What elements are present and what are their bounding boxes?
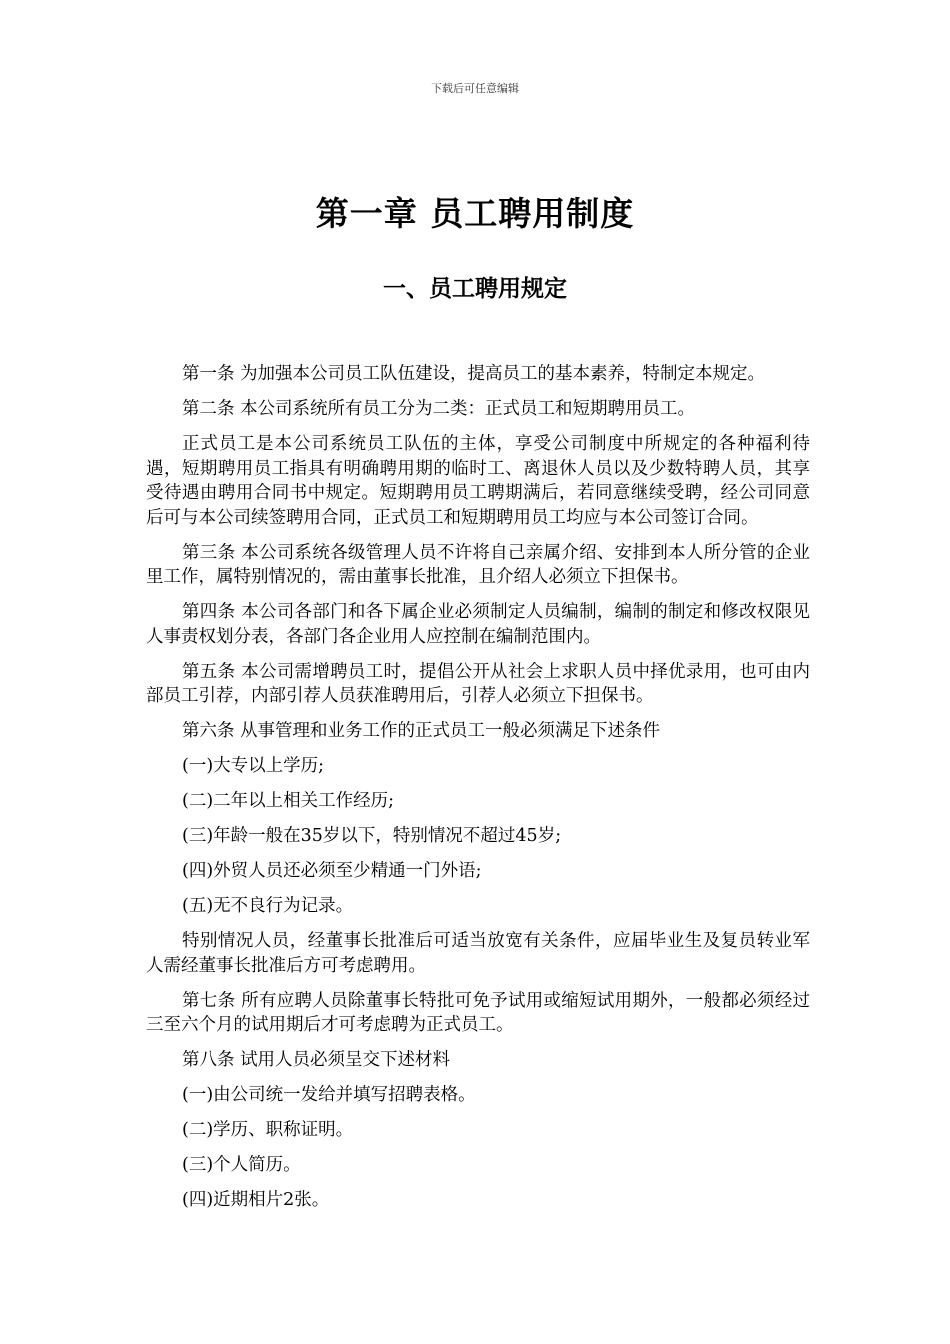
article-8: 第八条 试用人员必须呈交下述材料 xyxy=(182,1050,451,1070)
chapter-title: 第一章 员工聘用制度 xyxy=(315,194,635,233)
article-6-item-2: (二)二年以上相关工作经历; xyxy=(182,791,395,811)
document-body xyxy=(146,362,810,1223)
article-6-special-note: 特别情况人员，经董事长批准后可适当放宽有关条件，应届毕业生及复员转业军人需经董事长批准后方可考虑聘用。 xyxy=(146,931,810,976)
article-6-item-5: (五)无不良行为记录。 xyxy=(182,896,354,916)
article-6-item-3: (三)年龄一般在35岁以下，特别情况不超过45岁; xyxy=(182,826,562,846)
article-7: 第七条 所有应聘人员除董事长特批可免予试用或缩短试用期外，一般都必须经过三至六个月的试用期后才可考虑聘为正式员工。 xyxy=(146,990,810,1035)
header-note: 下载后可任意编辑 xyxy=(431,82,519,95)
article-6-item-4: (四)外贸人员还必须至少精通一门外语; xyxy=(182,861,482,881)
article-3: 第三条 本公司系统各级管理人员不许将自己亲属介绍、安排到本人所分管的企业里工作，属特别情况的，需由董事长批准，且介绍人必须立下担保书。 xyxy=(146,542,810,587)
article-6: 第六条 从事管理和业务工作的正式员工一般必须满足下述条件 xyxy=(182,721,661,741)
article-1: 第一条 为加强本公司员工队伍建设，提高员工的基本素养，特制定本规定。 xyxy=(182,364,766,384)
article-4: 第四条 本公司各部门和各下属企业必须制定人员编制，编制的制定和修改权限见人事责权划分表，各部门各企业用人应控制在编制范围内。 xyxy=(146,602,810,647)
article-5: 第五条 本公司需增聘员工时，提倡公开从社会上求职人员中择优录用，也可由内部员工引荐，内部引荐人员获准聘用后，引荐人必须立下担保书。 xyxy=(146,661,810,706)
section-title: 一、员工聘用规定 xyxy=(383,276,567,302)
article-6-item-1: (一)大专以上学历; xyxy=(182,756,325,776)
article-8-item-1: (一)由公司统一发给并填写招聘表格。 xyxy=(182,1085,476,1105)
article-2-detail: 正式员工是本公司系统员工队伍的主体，享受公司制度中所规定的各种福利待遇，短期聘用员工指具有明确聘用期的临时工、离退休人员以及少数特聘人员，其享受待遇由聘用合同书中规定。短期聘用员工聘期满后，若同意继续受聘，经公司同意后可与本公司续签聘用合同，正式员工和短期聘用员工均应与本公司签订合同。 xyxy=(146,434,810,528)
article-2: 第二条 本公司系统所有员工分为二类：正式员工和短期聘用员工。 xyxy=(182,399,696,419)
article-8-item-3: (三)个人简历。 xyxy=(182,1155,301,1175)
article-8-item-2: (二)学历、职称证明。 xyxy=(182,1120,354,1140)
article-8-item-4: (四)近期相片2张。 xyxy=(182,1190,330,1210)
